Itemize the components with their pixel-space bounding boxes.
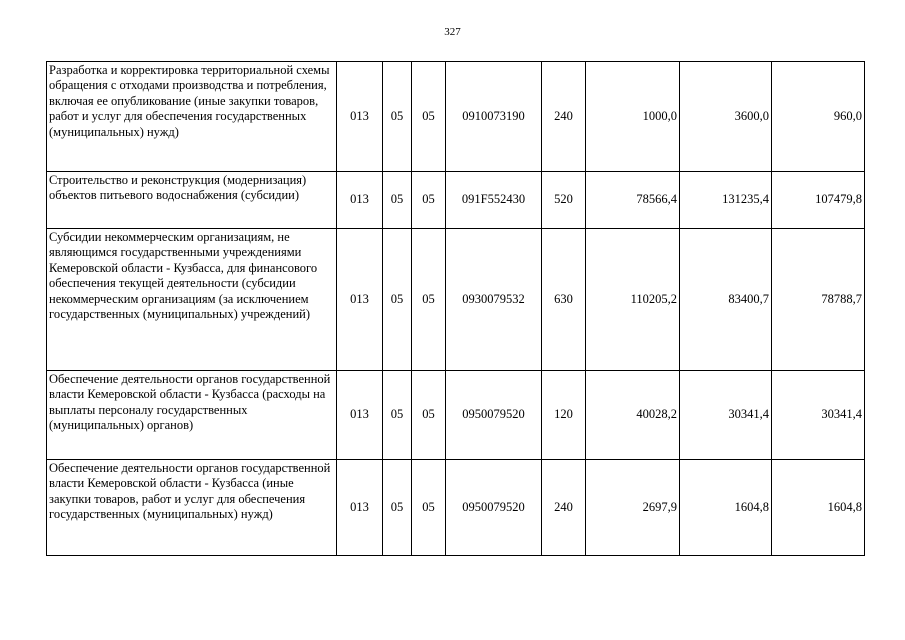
subsection-code-cell: 05 [412,229,446,371]
ministry-code-cell: 013 [337,229,383,371]
amount-3-cell: 1604,8 [772,460,865,556]
subsection-code-cell: 05 [412,371,446,460]
amount-1-cell: 1000,0 [586,62,680,172]
amount-1-cell: 2697,9 [586,460,680,556]
ministry-code-cell: 013 [337,371,383,460]
subsection-code-cell: 05 [412,172,446,229]
expense-type-cell: 240 [542,62,586,172]
target-article-cell: 0930079532 [446,229,542,371]
amount-1-cell: 40028,2 [586,371,680,460]
ministry-code-cell: 013 [337,62,383,172]
section-code-cell: 05 [383,371,412,460]
expense-type-cell: 630 [542,229,586,371]
expense-name-cell: Субсидии некоммерческим организациям, не являющимся государственными учреждениями Кемеровской области - Кузбасса, для финансового обеспечения текущей деятельности (субсидии некоммерческим организациям (за исключением государственных (муниципальных) учреждений) [47,229,337,371]
page-number: 327 [444,26,461,38]
amount-1-cell: 110205,2 [586,229,680,371]
amount-2-cell: 30341,4 [680,371,772,460]
section-code-cell: 05 [383,62,412,172]
subsection-code-cell: 05 [412,460,446,556]
subsection-code-cell: 05 [412,62,446,172]
budget-table [46,61,865,556]
expense-type-cell: 240 [542,460,586,556]
table-row [47,229,865,371]
amount-3-cell: 107479,8 [772,172,865,229]
expense-type-cell: 120 [542,371,586,460]
expense-name-cell: Разработка и корректировка территориальной схемы обращения с отходами производства и потребления, включая ее опубликование (иные закупки товаров, работ и услуг для обеспечения государственных (муниципальных) нужд) [47,62,337,172]
table-row [47,371,865,460]
table-row [47,460,865,556]
expense-name-cell: Обеспечение деятельности органов государственной власти Кемеровской области - Кузбасса (иные закупки товаров, работ и услуг для обеспечения государственных (муниципальных) нужд) [47,460,337,556]
expense-name-cell: Строительство и реконструкция (модернизация) объектов питьевого водоснабжения (субсидии) [47,172,337,229]
section-code-cell: 05 [383,229,412,371]
section-code-cell: 05 [383,172,412,229]
ministry-code-cell: 013 [337,172,383,229]
expense-name-cell: Обеспечение деятельности органов государственной власти Кемеровской области - Кузбасса (расходы на выплаты персоналу государственных (муниципальных) органов) [47,371,337,460]
amount-2-cell: 1604,8 [680,460,772,556]
amount-2-cell: 3600,0 [680,62,772,172]
target-article-cell: 0950079520 [446,371,542,460]
amount-3-cell: 960,0 [772,62,865,172]
target-article-cell: 0910073190 [446,62,542,172]
section-code-cell: 05 [383,460,412,556]
table-row [47,172,865,229]
amount-1-cell: 78566,4 [586,172,680,229]
expense-type-cell: 520 [542,172,586,229]
target-article-cell: 0950079520 [446,460,542,556]
target-article-cell: 091F552430 [446,172,542,229]
amount-3-cell: 30341,4 [772,371,865,460]
amount-3-cell: 78788,7 [772,229,865,371]
table-row [47,62,865,172]
amount-2-cell: 83400,7 [680,229,772,371]
amount-2-cell: 131235,4 [680,172,772,229]
ministry-code-cell: 013 [337,460,383,556]
